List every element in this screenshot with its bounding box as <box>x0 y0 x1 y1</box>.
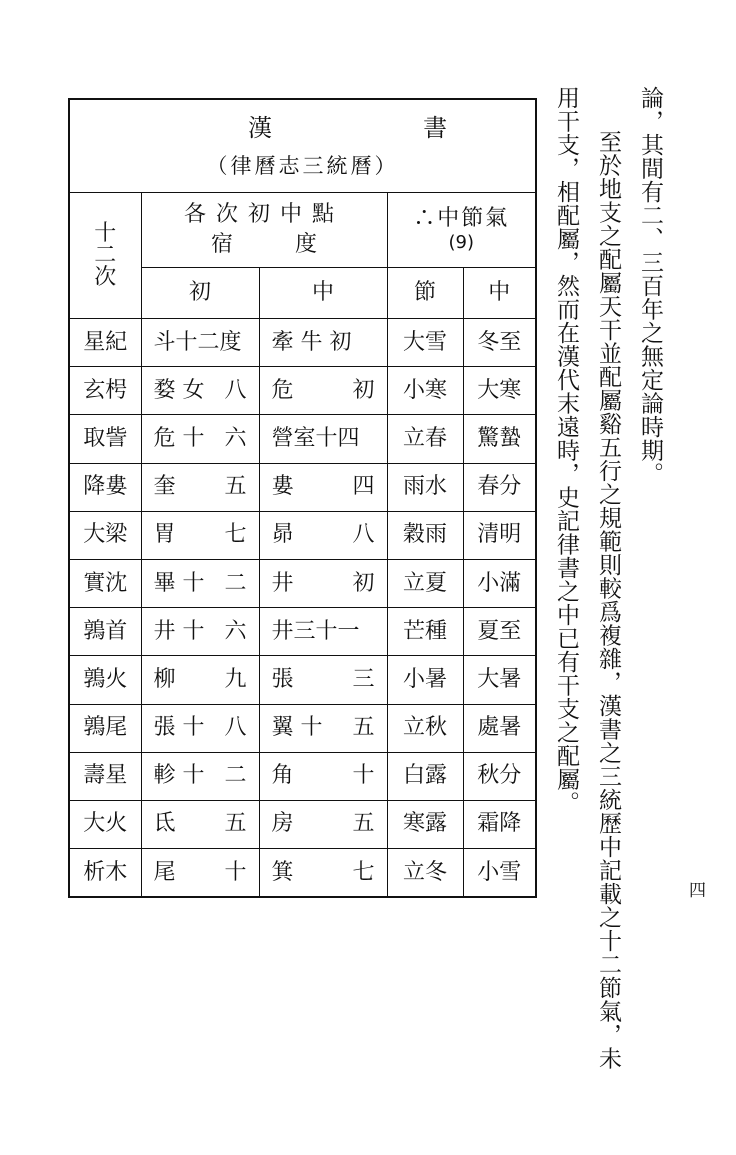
chu-star-star: 畢 十 <box>153 570 205 596</box>
subheader-chu: 初 <box>141 268 259 319</box>
chu-star-degree: 五 <box>224 811 247 837</box>
jie-qi: 白露 <box>387 752 463 800</box>
zhong-star-degree: 七 <box>352 859 375 885</box>
zhong-qi: 霜降 <box>463 800 536 848</box>
table-title <box>70 113 535 142</box>
table-row <box>69 511 536 559</box>
zhong-qi: 處暑 <box>463 704 536 752</box>
chu-star-star: 婺 女 <box>153 377 205 403</box>
zhong-star <box>259 415 387 463</box>
table-row <box>69 608 536 656</box>
chu-star-star: 尾 <box>153 859 176 885</box>
zhong-star-star: 牽 牛 初 <box>271 329 352 355</box>
zhong-star <box>259 319 387 367</box>
table-title-row <box>69 99 536 193</box>
table-row <box>69 800 536 848</box>
zhong-star-star: 翼 十 <box>271 715 323 741</box>
text-column-1: 論，其間有二、三百年之無定論時期。 <box>637 86 663 486</box>
chu-star-degree: 六 <box>224 618 247 644</box>
header-row-1 <box>69 193 536 268</box>
table-row <box>69 849 536 898</box>
zhong-star <box>259 511 387 559</box>
zhong-qi: 冬至 <box>463 319 536 367</box>
chu-star <box>141 319 259 367</box>
zhong-star-star: 井三十一 <box>271 618 360 644</box>
zhong-qi: 秋分 <box>463 752 536 800</box>
table-subtitle: （律曆志三統曆） <box>206 153 399 178</box>
chu-star <box>141 511 259 559</box>
zhong-star <box>259 608 387 656</box>
chu-star <box>141 752 259 800</box>
zhong-star <box>259 752 387 800</box>
table-row <box>69 367 536 415</box>
ci-name: 取訾 <box>69 415 141 463</box>
chu-star <box>141 463 259 511</box>
chu-star-star: 氐 <box>153 811 176 837</box>
chu-star <box>141 849 259 898</box>
chu-star <box>141 415 259 463</box>
table-row <box>69 656 536 704</box>
jie-qi: 立夏 <box>387 559 463 607</box>
ci-name: 玄枵 <box>69 367 141 415</box>
chu-star-star: 胃 <box>153 522 176 548</box>
ci-name: 壽星 <box>69 752 141 800</box>
table-title-char-2: 書 <box>423 113 448 142</box>
zhong-qi: 小滿 <box>463 559 536 607</box>
zhong-star-degree: 初 <box>352 377 375 403</box>
zhong-star-star: 婁 <box>271 474 294 500</box>
zhong-star-star: 井 <box>271 570 294 596</box>
chu-star-degree: 十 <box>224 859 247 885</box>
subheader-jie: 節 <box>387 268 463 319</box>
chu-star-star: 柳 <box>153 666 176 692</box>
zhong-star-degree: 五 <box>352 715 375 741</box>
subheader-qi: 中 <box>463 268 536 319</box>
zhong-star-star: 營室十四 <box>271 425 360 451</box>
zhong-star-degree: 三 <box>352 666 375 692</box>
zhong-star-star: 昴 <box>271 522 294 548</box>
header-jieqi: ∴中節氣 (9) <box>387 193 536 268</box>
ci-name: 大梁 <box>69 511 141 559</box>
zhong-qi: 驚蟄 <box>463 415 536 463</box>
zhong-star-degree: 初 <box>352 570 375 596</box>
chu-star-star: 斗十二度 <box>153 329 242 355</box>
table-row <box>69 415 536 463</box>
table-row <box>69 559 536 607</box>
jie-qi: 雨水 <box>387 463 463 511</box>
ci-name: 鶉火 <box>69 656 141 704</box>
zhong-star <box>259 656 387 704</box>
chu-star-degree: 六 <box>224 425 247 451</box>
chu-star <box>141 800 259 848</box>
ci-name: 實沈 <box>69 559 141 607</box>
ci-name: 降婁 <box>69 463 141 511</box>
chu-star-degree: 九 <box>224 666 247 692</box>
jie-qi: 小寒 <box>387 367 463 415</box>
jie-qi: 小暑 <box>387 656 463 704</box>
zhong-qi: 清明 <box>463 511 536 559</box>
chu-star-degree: 七 <box>224 522 247 548</box>
jie-qi: 芒種 <box>387 608 463 656</box>
chu-star-degree: 二 <box>224 763 247 789</box>
zhong-star-star: 角 <box>271 763 294 789</box>
zhong-star-degree: 四 <box>352 474 375 500</box>
zhong-star <box>259 849 387 898</box>
header-twelve-ci: 十 二 次 <box>69 193 141 319</box>
zhong-qi: 大寒 <box>463 367 536 415</box>
chu-star <box>141 608 259 656</box>
chu-star-degree: 八 <box>224 377 247 403</box>
zhong-star-degree: 五 <box>352 811 375 837</box>
chu-star-star: 張 十 <box>153 715 205 741</box>
zhong-star-degree: 十 <box>352 763 375 789</box>
chu-star-degree: 二 <box>224 570 247 596</box>
zhong-star-star: 房 <box>271 811 294 837</box>
chu-star-star: 奎 <box>153 474 176 500</box>
zhong-star <box>259 367 387 415</box>
chu-star-star: 井 十 <box>153 618 205 644</box>
zhong-qi: 春分 <box>463 463 536 511</box>
ci-name: 鶉首 <box>69 608 141 656</box>
jie-qi: 寒露 <box>387 800 463 848</box>
zhong-star <box>259 463 387 511</box>
page-number: 四 <box>689 881 706 901</box>
chu-star <box>141 704 259 752</box>
zhong-qi: 大暑 <box>463 656 536 704</box>
zhong-star-degree: 八 <box>352 522 375 548</box>
table-row <box>69 319 536 367</box>
ci-name: 鶉尾 <box>69 704 141 752</box>
table-row <box>69 704 536 752</box>
jie-qi: 立秋 <box>387 704 463 752</box>
chu-star <box>141 656 259 704</box>
jie-qi: 大雪 <box>387 319 463 367</box>
jie-qi: 立春 <box>387 415 463 463</box>
chu-star-star: 軫 十 <box>153 763 205 789</box>
chu-star-star: 危 十 <box>153 425 205 451</box>
zhong-star <box>259 800 387 848</box>
chu-star <box>141 367 259 415</box>
zhong-star-star: 危 <box>271 377 294 403</box>
chu-star <box>141 559 259 607</box>
zhong-star-star: 箕 <box>271 859 294 885</box>
ci-name: 星紀 <box>69 319 141 367</box>
zhong-star <box>259 704 387 752</box>
table-row <box>69 463 536 511</box>
header-stars: 各次初中點 宿 度 <box>141 193 387 268</box>
table-row <box>69 752 536 800</box>
text-column-2: 至於地支之配屬天干並配屬谿五行之規範則較爲複雜，漢書之三統歷中記載之十二節氣，未 <box>595 130 621 1070</box>
subheader-zhong: 中 <box>259 268 387 319</box>
jie-qi: 穀雨 <box>387 511 463 559</box>
table-body <box>69 319 536 898</box>
twelve-ci-table <box>68 98 537 898</box>
zhong-star-star: 張 <box>271 666 294 692</box>
chu-star-degree: 五 <box>224 474 247 500</box>
text-column-3: 用干支，相配屬，然而在漢代末遠時，史記律書之中已有干支之配屬。 <box>553 86 579 815</box>
zhong-qi: 夏至 <box>463 608 536 656</box>
ci-name: 大火 <box>69 800 141 848</box>
chu-star-degree: 八 <box>224 715 247 741</box>
table-title-char-1: 漢 <box>248 113 272 142</box>
jie-qi: 立冬 <box>387 849 463 898</box>
zhong-qi: 小雪 <box>463 849 536 898</box>
ci-name: 析木 <box>69 849 141 898</box>
zhong-star <box>259 559 387 607</box>
